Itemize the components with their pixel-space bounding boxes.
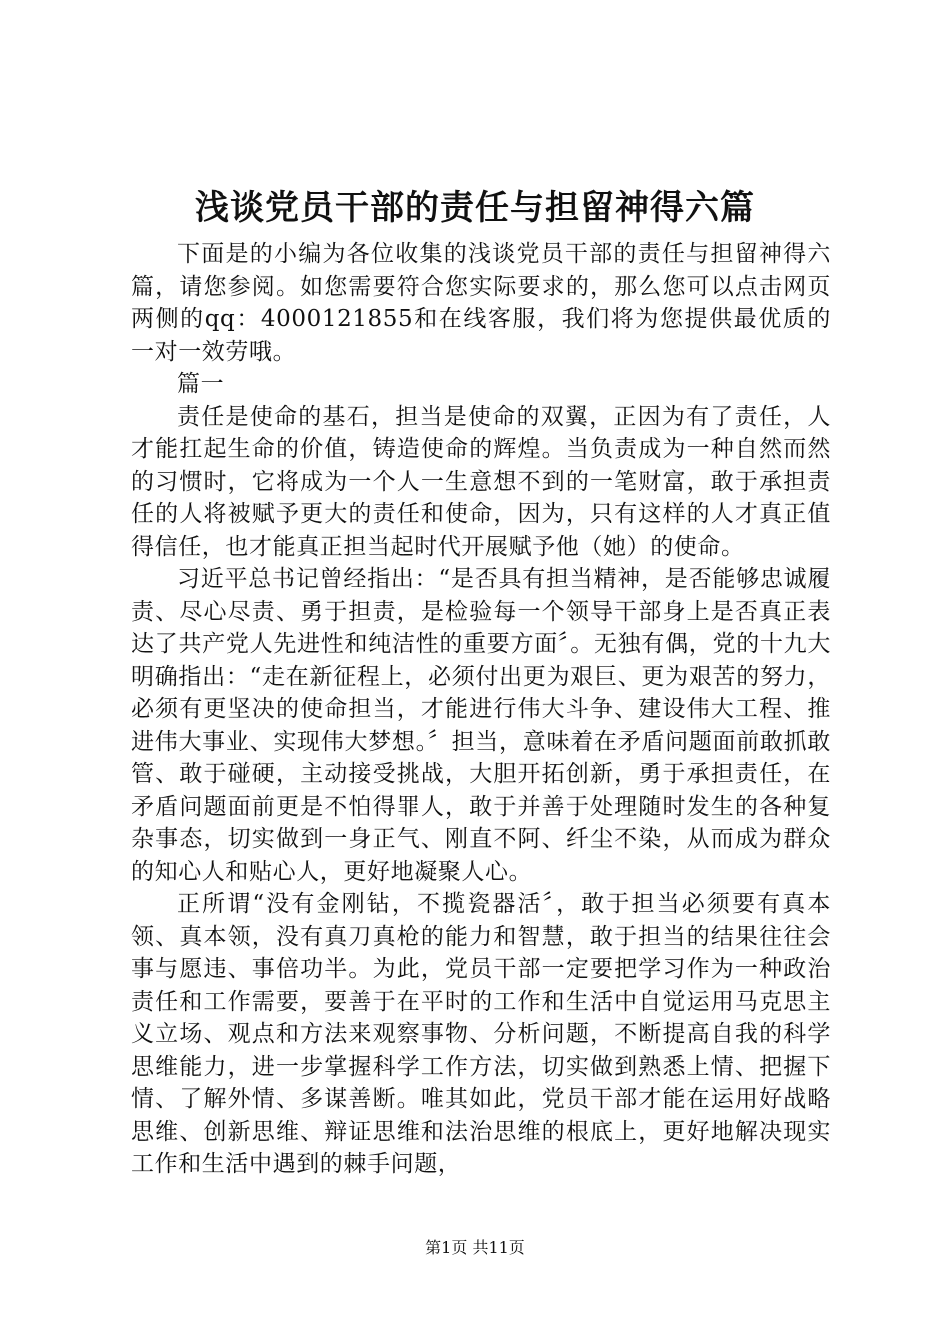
paragraph: 习近平总书记曾经指出：“是否具有担当精神，是否能够忠诚履责、尽心尽责、勇于担责，是检验每一个领导干部身上是否真正表达了共产党人先进性和纯洁性的重要方面〞。无独有偶，党的十九大明确指出：“走在新征程上，必须付出更为艰巨、更为艰苦的努力，必须有更坚决的使命担当，才能进行伟大斗争、建设伟大工程、推进伟大事业、实现伟大梦想。〞担当，意味着在矛盾问题面前敢抓敢管、敢于碰硬，主动接受挑战，大胆开拓创新，勇于承担责任，在矛盾问题面前更是不怕得罪人，敢于并善于处理随时发生的各种复杂事态，切实做到一身正气、刚直不阿、纤尘不染，从而成为群众的知心人和贴心人，更好地凝聚人心。: [131, 566, 831, 885]
paragraph-intro: 下面是的小编为各位收集的浅谈党员干部的责任与担留神得六篇，请您参阅。如您需要符合您实际要求的，那么您可以点击网页两侧的qq：4000121855和在线客服，我们将为您提供最优质的一对一效劳哦。: [131, 241, 831, 365]
page-number-footer: 第1页 共11页: [425, 1238, 525, 1257]
document-body: [131, 238, 831, 1181]
paragraph: 正所谓“没有金刚钻，不揽瓷器活〞，敢于担当必须要有真本领、真本领，没有真刀真枪的能力和智慧，敢于担当的结果往往会事与愿违、事倍功半。为此，党员干部一定要把学习作为一种政治责任和工作需要，要善于在平时的工作和生活中自觉运用马克思主义立场、观点和方法来观察事物、分析问题，不断提高自我的科学思维能力，进一步掌握科学工作方法，切实做到熟悉上情、把握下情、了解外情、多谋善断。唯其如此，党员干部才能在运用好战略思维、创新思维、辩证思维和法治思维的根底上，更好地解决现实工作和生活中遇到的棘手问题，: [131, 891, 831, 1177]
section-heading: 篇一: [177, 371, 225, 397]
document-title: 浅谈党员干部的责任与担留神得六篇: [195, 188, 755, 228]
paragraph: 责任是使命的基石，担当是使命的双翼，正因为有了责任，人才能扛起生命的价值，铸造使命的辉煌。当负责成为一种自然而然的习惯时，它将成为一个人一生意想不到的一笔财富，敢于承担责任的人将被赋予更大的责任和使命，因为，只有这样的人才真正值得信任，也才能真正担当起时代开展赋予他（她）的使命。: [131, 403, 831, 560]
